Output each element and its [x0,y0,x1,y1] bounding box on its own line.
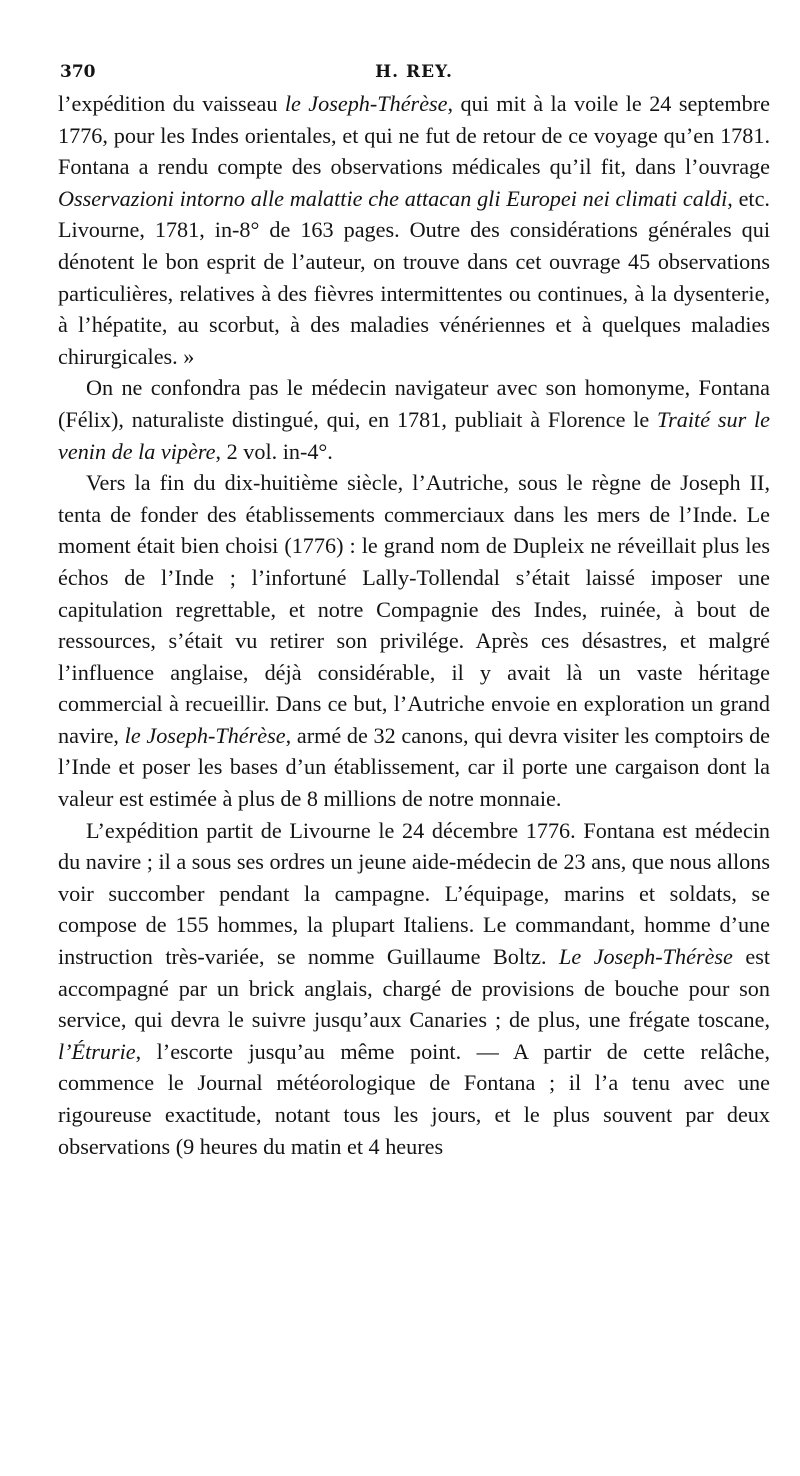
page-header [58,52,770,88]
italic-title: Traité sur le venin de la vipère [58,406,770,464]
text-run: On ne confondra pas le médecin navigateur avec son homonyme, Fontana (Félix), naturaliste distingué, qui, en 1781, publiait à Florence le [58,375,770,432]
page-number: 370 [60,62,96,82]
text-run: , armé de 32 canons, qui devra visiter les comptoirs de l’Inde et poser les bases d’un établissement, car il porte une cargaison dont la valeur est estimée à plus de 8 millions de notre monnaie. [58,722,771,812]
paragraph [58,467,770,815]
text-run: , etc. Livourne, 1781, in-8° de 163 pages. Outre des considérations générales qui dénotent le bon esprit de l’auteur, on trouve dans cet ouvrage 45 observations particulières, relatives à des fièvres intermittentes ou continues, à la dysenterie, à l’hépatite, au scorbut, à des maladies vénériennes et à quelques maladies chirurgicales. » [58,185,770,369]
text-run: L’expédition partit de Livourne le 24 décembre 1776. Fontana est médecin du navire ; il a sous ses ordres un jeune aide-médecin de 23 ans, que nous allons voir succomber pendant la campagne. L’équipage, marins et soldats, se compose de 155 hommes, la plupart Italiens. Le commandant, homme d’une instruction très-variée, se nomme Guillaume Boltz. [58,817,770,970]
italic-title: l’Étrurie [58,1038,136,1064]
italic-title: le Joseph-Thérèse [284,91,448,116]
paragraph [58,372,770,467]
italic-title: le Joseph-Thérèse [124,722,286,748]
italic-title: Osservazioni intorno alle malattie che attacan gli Europei nei climati caldi [58,185,728,211]
text-run: est accompagné par un brick anglais, chargé de provisions de bouche pour son service, qui devra le suivre jusqu’aux Canaries ; de plus, une frégate toscane, [58,944,770,1033]
text-run: Vers la fin du dix-huitième siècle, l’Autriche, sous le règne de Joseph II, tenta de fonder des établissements commerciaux dans les mers de l’Inde. Le moment était bien choisi (1776) : le grand nom de Dupleix ne réveillait plus les échos de l’Inde ; l’infortuné Lally-Tollendal s’était laissé imposer une capitulation regrettable, et notre Compagnie des Indes, ruinée, à bout de ressources, s’était vu retirer son privilége. Après ces désastres, et malgré l’influence anglaise, déjà considérable, il y avait là un vaste héritage commercial à recueillir. Dans ce but, l’Autriche envoie en exploration un grand navire, [58,470,770,748]
text-run: , qui mit à la voile le 24 septembre 1776, pour les Indes orientales, et qui ne fut de retour de ce voyage qu’en 1781. Fontana a rendu compte des observations médicales qu’il fit, dans l’ouvrage [58,91,770,180]
text-run: , 2 vol. in-4°. [215,438,333,464]
document-page [58,52,770,1162]
paragraph [58,88,770,372]
body-text [58,88,770,1162]
italic-title: Le Joseph-Thérèse [559,944,733,970]
paragraph [58,815,770,1163]
text-run: l’expédition du vaisseau [58,91,285,116]
text-run: , l’escorte jusqu’au même point. — A partir de cette relâche, commence le Journal météorologique de Fontana ; il l’a tenu avec une rigoureuse exactitude, notant tous les jours, et le plus souvent par deux observations (9 heures du matin et 4 heures [58,1038,770,1159]
running-head: H. REY. [375,62,453,82]
